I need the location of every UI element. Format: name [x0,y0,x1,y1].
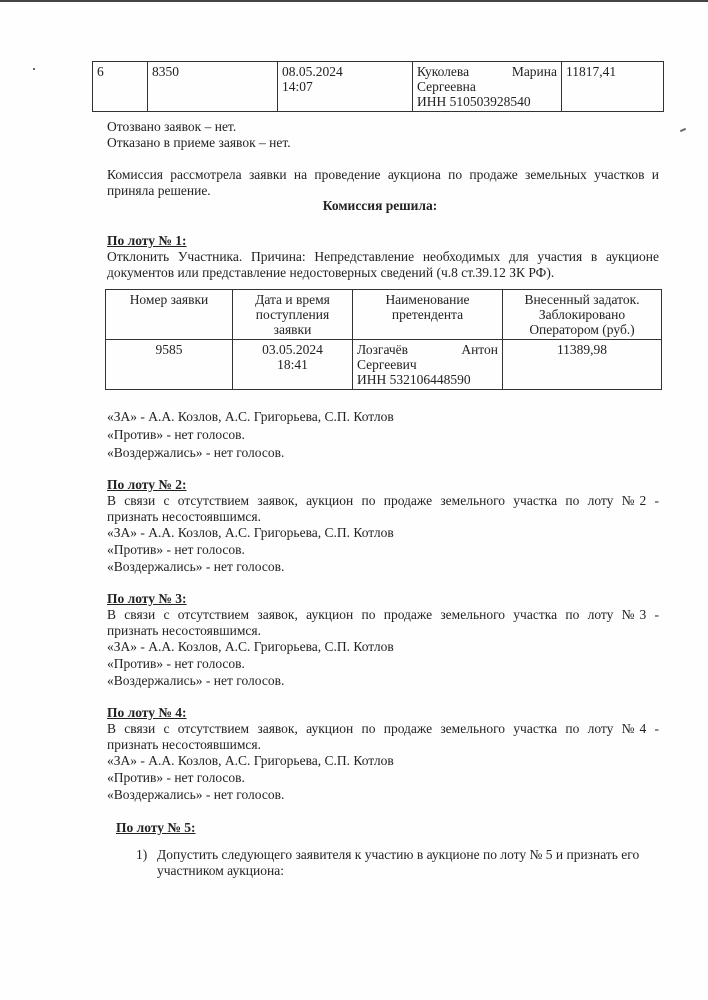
header-date-line-2: поступления [255,307,330,322]
application-number-cell: 8350 [148,62,278,112]
decision-heading: Комиссия решила: [322,198,438,213]
lot-2-vote-abstain: «Воздержались» - нет голосов. [107,559,285,574]
lot-5-heading: По лоту № 5: [116,820,196,835]
deposit-cell: 11389,98 [503,340,662,390]
applicant-firstname: Антон [461,342,498,357]
date-text: 03.05.2024 [262,342,323,357]
lot-4-vote-for: «ЗА» - А.А. Козлов, А.С. Григорьева, С.П. Котлов [107,753,394,768]
applicant-patronymic: Сергеевна [417,79,476,94]
lot-1-vote-for: «ЗА» - А.А. Козлов, А.С. Григорьева, С.П. Котлов [107,409,394,424]
applicant-surname: Куколева [417,64,470,79]
lot-3-heading: По лоту № 3: [107,591,187,606]
header-deposit [503,290,662,340]
scan-speck [680,128,686,132]
header-deposit-line-1: Внесенный задаток. [524,292,640,307]
lot-1-line-1: Отклонить Участника. Причина: Непредставление необходимых для участия в аукционе [107,249,659,264]
lot-2-heading: По лоту № 2: [107,477,187,492]
lot-5-item-line-2: участником аукциона: [157,863,284,878]
header-name-line-1: Наименование [385,292,470,307]
applicant-inn: ИНН 510503928540 [417,94,531,109]
applicant-inn: ИНН 532106448590 [357,372,471,387]
lot-4-line-2: признать несостоявшимся. [107,737,261,752]
time-text: 18:41 [277,357,308,372]
lot-1-vote-abstain: «Воздержались» - нет голосов. [107,445,285,460]
time-text: 14:07 [282,79,313,94]
header-date-line-3: заявки [273,322,312,337]
header-date-line-1: Дата и время [255,292,330,307]
lot-2-vote-for: «ЗА» - А.А. Козлов, А.С. Григорьева, С.П. Котлов [107,525,394,540]
lot-4-vote-against: «Против» - нет голосов. [107,770,245,785]
lot-2-line-1: В связи с отсутствием заявок, аукцион по продаже земельного участка по лоту №2 - [107,493,659,508]
lot-1-heading: По лоту № 1: [107,233,187,248]
lot-5-item-line-1: Допустить следующего заявителя к участию в аукционе по лоту № 5 и признать его [157,847,640,862]
lot-1-paragraph [107,249,659,281]
header-name-line-2: претендента [391,307,464,322]
lot-3-vote-against: «Против» - нет голосов. [107,656,245,671]
application-number-cell: 9585 [106,340,233,390]
deposit-cell: 11817,41 [562,62,664,112]
lot-3-paragraph [107,607,659,639]
lot-3-vote-for: «ЗА» - А.А. Козлов, А.С. Григорьева, С.П. Котлов [107,639,394,654]
rejected-text: Отказано в приеме заявок – нет. [107,135,291,150]
table-row [93,62,664,112]
table-header-row [106,290,662,340]
row-number-cell: 6 [93,62,148,112]
lot-3-vote-abstain: «Воздержались» - нет голосов. [107,673,285,688]
header-applicant-name [353,290,503,340]
applicant-name-cell [353,340,503,390]
date-text: 08.05.2024 [282,64,343,79]
withdrawn-text: Отозвано заявок – нет. [107,119,237,134]
header-deposit-line-3: Оператором (руб.) [529,322,635,337]
applicant-surname: Лозгачёв [357,342,409,357]
header-date-time [233,290,353,340]
scan-speck [33,68,35,70]
applications-table-continued [92,61,664,112]
lot-2-vote-against: «Против» - нет голосов. [107,542,245,557]
lot-1-line-2: документов или представление недостоверных сведений (ч.8 ст.39.12 ЗК РФ). [107,265,555,280]
commission-line-1: Комиссия рассмотрела заявки на проведение аукциона по продаже земельных участков и [107,167,659,182]
applicant-name-cell [413,62,562,112]
lot-2-line-2: признать несостоявшимся. [107,509,261,524]
lot-5-item-number: 1) [136,847,148,862]
lot-4-line-1: В связи с отсутствием заявок, аукцион по продаже земельного участка по лоту №4 - [107,721,659,736]
lot-2-paragraph [107,493,659,525]
lot-3-line-1: В связи с отсутствием заявок, аукцион по продаже земельного участка по лоту №3 - [107,607,659,622]
date-time-cell [233,340,353,390]
lot-4-vote-abstain: «Воздержались» - нет голосов. [107,787,285,802]
lot-1-vote-against: «Против» - нет голосов. [107,427,245,442]
commission-paragraph [107,167,659,199]
lot-3-line-2: признать несостоявшимся. [107,623,261,638]
lot-4-heading: По лоту № 4: [107,705,187,720]
commission-line-2: приняла решение. [107,183,211,198]
applicant-patronymic: Сергеевич [357,357,417,372]
header-app-number: Номер заявки [106,290,233,340]
table-row [106,340,662,390]
lot-1-table [105,289,662,390]
applicant-firstname: Марина [511,64,557,79]
page-top-edge [0,0,708,6]
lot-4-paragraph [107,721,659,753]
header-deposit-line-2: Заблокировано [538,307,626,322]
date-time-cell [278,62,413,112]
lot-5-item-text [157,847,657,879]
